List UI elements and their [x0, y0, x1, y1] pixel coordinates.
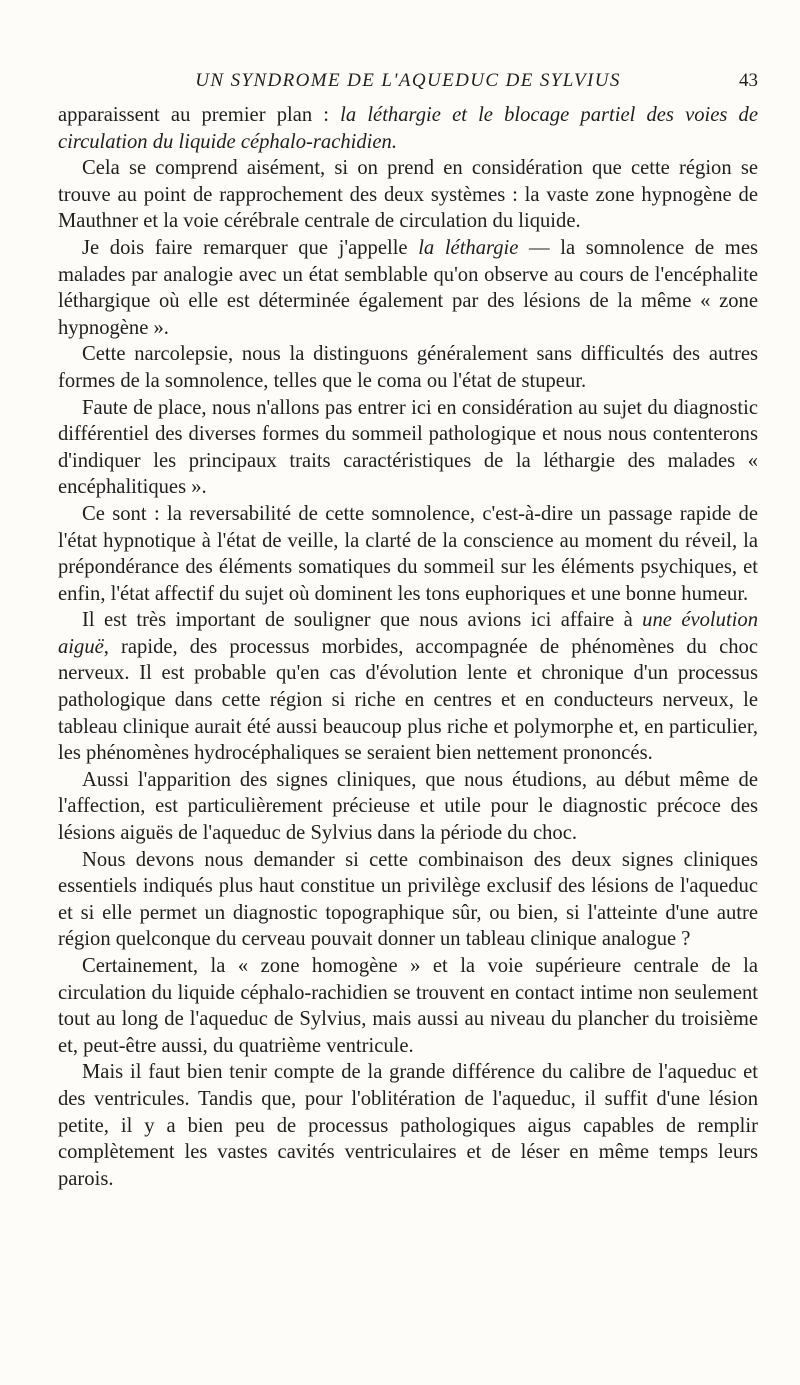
paragraph [58, 341, 758, 394]
text-run: Certainement, la « zone homogène » et la voie supérieure centrale de la circulation du liquide céphalo-rachidien se trouvent en contact intime non seulement tout au long de l'aqueduc de Sylvius, mais aussi au niveau du plancher du troisième et, peut-être aussi, du quatrième ventricule. [58, 955, 758, 1057]
paragraph [58, 847, 758, 953]
paragraph [58, 767, 758, 847]
italic-text: la léthargie [418, 236, 519, 259]
paragraph [58, 1059, 758, 1192]
paragraph [58, 102, 758, 155]
paragraph [58, 155, 758, 235]
italic-text: une évolution aiguë [58, 609, 758, 658]
text-run: Cette narcolepsie, nous la distinguons généralement sans difficultés des autres formes de la somnolence, telles que le coma ou l'état de stupeur. [58, 343, 758, 392]
page-number: 43 [739, 70, 758, 91]
text-run: , rapide, des processus morbides, accompagnée de phénomènes du choc nerveux. Il est probable qu'en cas d'évolution lente et chronique d'un processus pathologique dans cette région si riche en centres et en conducteurs nerveux, le tableau clinique aurait été aussi beaucoup plus riche et polymorphe et, en particulier, les phénomènes hydrocéphaliques se seraient bien nettement prononcés. [58, 635, 758, 765]
text-run: Aussi l'apparition des signes cliniques, que nous étudions, au début même de l'affection, est particulièrement précieuse et utile pour le diagnostic précoce des lésions aiguës de l'aqueduc de Sylvius dans la période du choc. [58, 768, 758, 845]
paragraph [58, 501, 758, 607]
text-run: Cela se comprend aisément, si on prend en considération que cette région se trouve au point de rapprochement des deux systèmes : la vaste zone hypnogène de Mauthner et la voie cérébrale centrale de circulation du liquide. [58, 157, 758, 233]
text-run: Mais il faut bien tenir compte de la grande différence du calibre de l'aqueduc et des ventricules. Tandis que, pour l'oblitération de l'aqueduc, il suffit d'une lésion petite, il y a bien peu de processus pathologiques aigus capables de remplir complètement les vastes cavités ventriculaires et de léser en même temps leurs parois. [58, 1061, 758, 1190]
text-run: Je dois faire remarquer que j'appelle [82, 236, 419, 259]
text-run: Ce sont : la reversabilité de cette somnolence, c'est-à-dire un passage rapide de l'état hypnotique à l'état de veille, la clarté de la conscience au moment du réveil, la prépondérance des éléments somatiques du sommeil sur les éléments psychiques, et enfin, l'état affectif du sujet où dominent les tons euphoriques et une bonne humeur. [58, 502, 758, 605]
paragraph [58, 235, 758, 341]
body-text [58, 102, 758, 1192]
italic-text: la léthargie et le blocage partiel des voies de circulation du liquide céphalo-rachidien. [58, 104, 758, 153]
paragraph [58, 953, 758, 1059]
running-head [58, 70, 758, 100]
paragraph [58, 395, 758, 501]
text-run: — la somnolence de mes malades par analogie avec un état semblable qu'on observe au cours de l'encéphalite léthargique où elle est déterminée également par des lésions de la même « zone hypnogène ». [58, 236, 758, 339]
text-run: Faute de place, nous n'allons pas entrer ici en considération au sujet du diagnostic différentiel des diverses formes du sommeil pathologique et nous nous contenterons d'indiquer les principaux traits caractéristiques de la léthargie des malades « encéphalitiques ». [58, 396, 758, 499]
text-run: Nous devons nous demander si cette combinaison des deux signes cliniques essentiels indiqués plus haut constitue un privilège exclusif des lésions de l'aqueduc et si elle permet un diagnostic topographique sûr, ou bien, si l'atteinte d'une autre région quelconque du cerveau pouvait donner un tableau clinique analogue ? [58, 848, 758, 951]
running-title: UN SYNDROME DE L'AQUEDUC DE SYLVIUS [195, 70, 621, 91]
text-run: apparaissent au premier plan : [58, 104, 341, 126]
paragraph [58, 607, 758, 767]
text-run: Il est très important de souligner que nous avions ici affaire à [82, 609, 643, 632]
